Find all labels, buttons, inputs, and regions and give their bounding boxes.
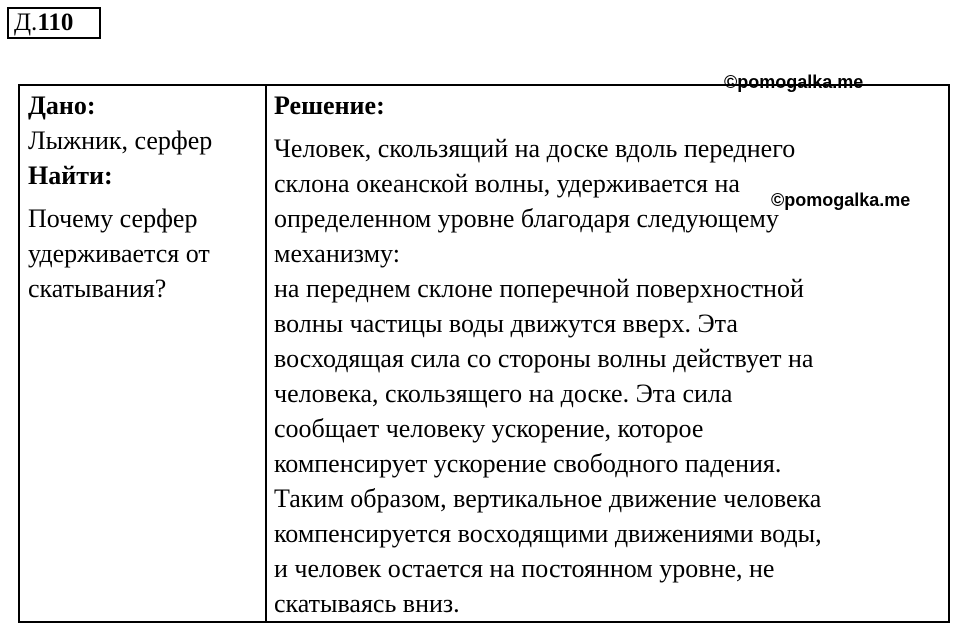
solution-line: компенсируется восходящими движениями воды, bbox=[274, 519, 822, 548]
task-number: 110 bbox=[37, 9, 74, 36]
solution-line: скатываясь вниз. bbox=[274, 589, 460, 618]
solution-line: человека, скользящего на доске. Эта сила bbox=[274, 379, 733, 408]
solution-line: и человек остается на постоянном уровне, не bbox=[274, 554, 775, 583]
given-text: Лыжник, серфер bbox=[28, 126, 213, 155]
problem-table bbox=[18, 84, 950, 623]
solution-line: на переднем склоне поперечной поверхностной bbox=[274, 274, 804, 303]
solution-line: Человек, скользящий на доске вдоль переднего bbox=[274, 134, 796, 163]
solution-line: определенном уровне благодаря следующему bbox=[274, 204, 779, 233]
solution-line: волны частицы воды движутся вверх. Эта bbox=[274, 309, 738, 338]
task-prefix: Д. bbox=[14, 9, 38, 36]
solution-line: Таким образом, вертикальное движение человека bbox=[274, 484, 822, 513]
solution-line: склона океанской волны, удерживается на bbox=[274, 169, 740, 198]
watermark-middle: ©pomogalka.me bbox=[771, 190, 911, 210]
watermark-top: ©pomogalka.me bbox=[724, 72, 864, 92]
solution-line: сообщает человеку ускорение, которое bbox=[274, 414, 704, 443]
given-find-column bbox=[19, 85, 266, 622]
find-line: Почему серфер bbox=[28, 204, 198, 233]
solution-line: восходящая сила со стороны волны действует на bbox=[274, 344, 814, 373]
solution-column bbox=[266, 85, 949, 622]
find-line: удерживается от bbox=[28, 239, 210, 268]
find-line: скатывания? bbox=[28, 274, 167, 303]
find-header: Найти: bbox=[28, 161, 113, 190]
solution-line: механизму: bbox=[274, 239, 400, 268]
solution-line: компенсирует ускорение свободного падения. bbox=[274, 449, 782, 478]
task-number-label bbox=[7, 7, 101, 39]
given-header: Дано: bbox=[28, 91, 96, 120]
solution-header: Решение: bbox=[274, 91, 385, 120]
